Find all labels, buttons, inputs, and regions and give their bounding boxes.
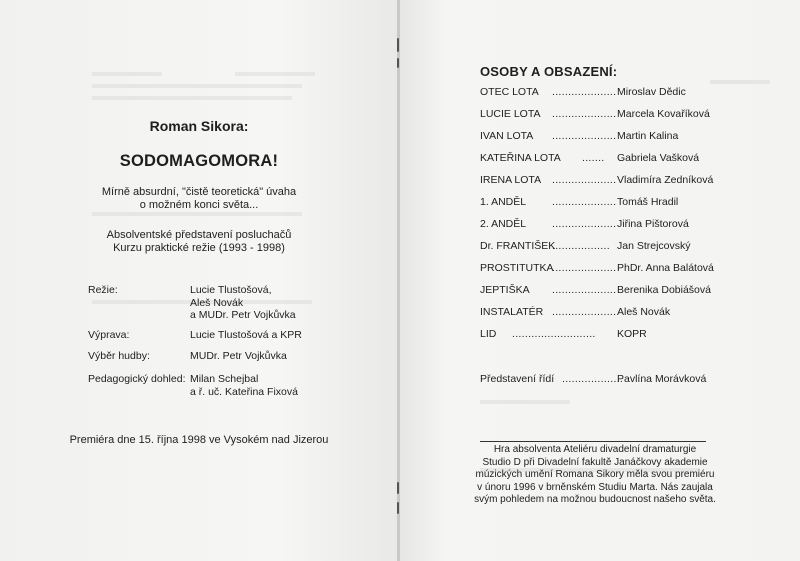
credit-label: Výprava: xyxy=(88,329,130,341)
cast-leader-dots: .................... xyxy=(552,86,617,98)
author-name: Roman Sikora: xyxy=(149,118,249,134)
cast-row xyxy=(480,218,780,232)
show-through xyxy=(92,212,302,216)
show-through xyxy=(235,72,315,76)
cast-row xyxy=(480,152,780,166)
bio-line: múzických umění Romana Sikory měla svou premiéru xyxy=(475,469,715,481)
cast-leader-dots: .................... xyxy=(552,306,617,318)
cast-actor: Aleš Novák xyxy=(617,306,671,318)
cast-row xyxy=(480,108,780,122)
cast-row xyxy=(480,284,780,298)
bio-line: Studio D při Divadelní fakultě Janáčkovy akademie xyxy=(482,456,708,468)
bio-line: v únoru 1996 v brněnském Studiu Marta. Nás zaujala xyxy=(477,481,713,493)
cast-actor: Tomáš Hradil xyxy=(617,196,679,208)
cast-role: 1. ANDĚL xyxy=(480,196,527,208)
cast-actor: Jiřina Pištorová xyxy=(617,218,689,230)
cast-row xyxy=(480,174,780,188)
cast-leader-dots: .................... xyxy=(552,262,617,274)
cast-actor: Pavlína Morávková xyxy=(617,373,707,385)
note-line: Absolventské představení posluchačů xyxy=(106,229,292,241)
bio-line: Hra absolventa Ateliéru divadelní dramaturgie xyxy=(493,444,697,455)
premiere-date: Premiéra dne 15. října 1998 ve Vysokém nad Jizerou xyxy=(69,434,329,446)
cast-row xyxy=(480,86,780,100)
cast-role: OTEC LOTA xyxy=(480,86,539,98)
play-subtitle xyxy=(0,186,398,212)
cast-leader-dots: ....... xyxy=(582,152,605,164)
cast-role: IRENA LOTA xyxy=(480,174,542,186)
note-line: Kurzu praktické režie (1993 - 1998) xyxy=(113,242,285,254)
cast-role: Dr. FRANTIŠEK xyxy=(480,240,556,252)
production-note xyxy=(0,229,398,255)
play-history-note xyxy=(470,444,720,507)
cast-row xyxy=(480,240,780,254)
staple-mark-top xyxy=(397,38,399,52)
staple-mark-bottom xyxy=(397,482,399,494)
show-through xyxy=(92,72,162,76)
play-title: SODOMAGOMORA! xyxy=(119,152,279,170)
show-through xyxy=(480,400,570,404)
cast-leader-dots: .................... xyxy=(552,174,617,186)
show-through xyxy=(710,80,770,84)
cast-role: IVAN LOTA xyxy=(480,130,534,142)
cast-role: LUCIE LOTA xyxy=(480,108,541,120)
subtitle-line: o možném konci světa... xyxy=(139,199,259,211)
cast-leader-dots: .................... xyxy=(552,218,617,230)
bio-line: svým pohledem na možnou budoucnost našeho světa. xyxy=(474,494,716,506)
cast-row xyxy=(480,262,780,276)
cast-actor: Jan Strejcovský xyxy=(617,240,691,252)
credit-value: MUDr. Petr Vojkůvka xyxy=(190,350,287,362)
cast-role: 2. ANDĚL xyxy=(480,218,527,230)
cast-role: INSTALATÉR xyxy=(480,306,544,318)
cast-actor: Berenika Dobiášová xyxy=(617,284,711,296)
show-through xyxy=(92,84,302,88)
cast-actor: Martin Kalina xyxy=(617,130,679,142)
cast-row xyxy=(480,306,780,320)
cast-leader-dots: ................... xyxy=(562,373,624,385)
staple-mark-top-lower xyxy=(397,58,399,68)
cast-row xyxy=(480,130,780,144)
staple-mark-bottom-lower xyxy=(397,502,399,514)
cast-actor: Miroslav Dědic xyxy=(617,86,686,98)
cast-leader-dots: .................... xyxy=(552,196,617,208)
subtitle-line: Mírně absurdní, "čistě teoretická" úvaha xyxy=(101,186,297,198)
cast-role: LID xyxy=(480,328,497,340)
cast-actor: Gabriela Vašková xyxy=(617,152,700,164)
credit-value: Lucie Tlustošová a KPR xyxy=(190,329,302,341)
show-through xyxy=(92,96,292,100)
cast-role: JEPTIŠKA xyxy=(480,284,530,296)
cast-role: PROSTITUTKA xyxy=(480,262,554,274)
credit-value: Milan Schejbal a ř. uč. Kateřina Fixová xyxy=(190,373,298,398)
cast-row xyxy=(480,328,780,342)
credit-label: Výběr hudby: xyxy=(88,350,150,362)
cast-leader-dots: .................... xyxy=(552,108,617,120)
cast-leader-dots: .................... xyxy=(552,130,617,142)
credit-value: Lucie Tlustošová, Aleš Novák a MUDr. Petr Vojkůvka xyxy=(190,284,296,321)
cast-leader-dots: .......................... xyxy=(512,328,596,340)
credit-label: Pedagogický dohled: xyxy=(88,373,186,385)
cast-actor: KOPR xyxy=(617,328,647,340)
cast-row xyxy=(480,196,780,210)
cast-leader-dots: .................... xyxy=(552,284,617,296)
cast-actor: PhDr. Anna Balátová xyxy=(617,262,714,274)
cast-heading: OSOBY A OBSAZENÍ: xyxy=(480,64,618,79)
cast-actor: Marcela Kovaříková xyxy=(617,108,710,120)
credit-label: Režie: xyxy=(88,284,118,296)
cast-role: KATEŘINA LOTA xyxy=(480,152,561,164)
cast-role: Představení řídí xyxy=(480,373,555,385)
cast-actor: Vladimíra Zedníková xyxy=(617,174,714,186)
stage-manager-row xyxy=(480,373,780,387)
cast-leader-dots: .................. xyxy=(552,240,610,252)
divider-rule xyxy=(480,441,706,442)
book-gutter xyxy=(397,0,400,561)
